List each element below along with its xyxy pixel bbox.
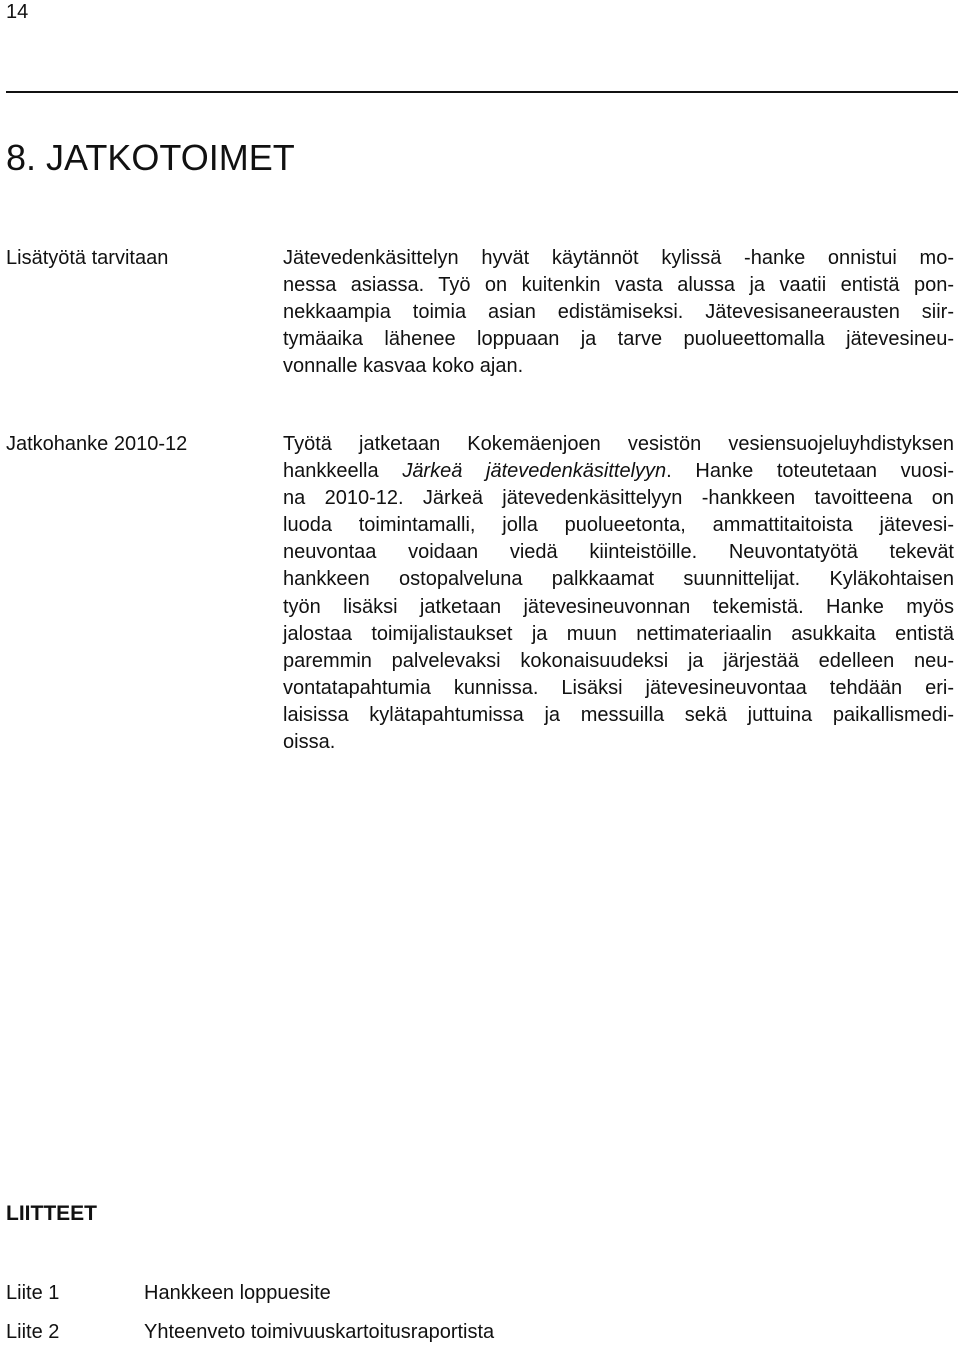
paragraph-line: nekkaampia toimia asian edistämiseksi. Jätevesisaneerausten siir- [283, 301, 954, 324]
paragraph-additional-work [283, 245, 954, 380]
attachment-id: Liite 1 [6, 1282, 60, 1304]
paragraph-line-with-italic [283, 458, 954, 485]
text-segment: . Hanke toteutetaan vuosi- [666, 460, 954, 483]
paragraph-line: työn lisäksi jatketaan jätevesineuvonnan tekemistä. Hanke myös [283, 595, 954, 618]
side-label-follow-up-project: Jatkohanke 2010-12 [6, 433, 188, 455]
paragraph-line: luoda toimintamalli, jolla puolueetonta, ammattitaitoista jätevesi- [283, 514, 954, 537]
text-segment: hankkeella [283, 460, 403, 483]
paragraph-line: na 2010-12. Järkeä jätevedenkäsittelyyn -hankkeen tavoitteena on [283, 487, 954, 510]
paragraph-line: oissa. [283, 731, 336, 754]
page-number: 14 [6, 1, 29, 23]
paragraph-line: vontatapahtumia kunnissa. Lisäksi jätevesineuvontaa tehdään eri- [283, 676, 954, 699]
paragraph-line: laisissa kylätapahtumissa ja messuilla sekä juttuina paikallismedi- [283, 703, 954, 726]
section-heading: 8. JATKOTOIMET [6, 137, 295, 178]
paragraph-line: jalostaa toimijalistaukset ja muun nettimateriaalin asukkaita entistä [283, 622, 954, 645]
side-label-additional-work: Lisätyötä tarvitaan [6, 247, 169, 269]
paragraph-line: paremmin palvelevaksi kokonaisuudeksi ja järjestää edelleen neu- [283, 649, 954, 672]
paragraph-line: neuvontaa voidaan viedä kiinteistöille. Neuvontatyötä tekevät [283, 541, 954, 564]
paragraph-line: nessa asiassa. Työ on kuitenkin vasta alussa ja vaatii entistä pon- [283, 274, 954, 297]
paragraph-line: vonnalle kasvaa koko ajan. [283, 355, 524, 378]
attachment-title: Yhteenveto toimivuuskartoitusraportista [144, 1321, 495, 1343]
attachment-id: Liite 2 [6, 1321, 60, 1343]
paragraph-line: hankkeen ostopalveluna palkkaamat suunnittelijat. Kyläkohtaisen [283, 568, 954, 591]
attachment-title: Hankkeen loppuesite [144, 1282, 331, 1304]
paragraph-line: tymäaika lähenee loppuaan ja tarve puolueettomalla jätevesineu- [283, 328, 954, 351]
project-name-italic: Järkeä jätevedenkäsittelyyn [402, 460, 667, 483]
paragraph-line: Jätevedenkäsittelyn hyvät käytännöt kylissä -hanke onnistui mo- [283, 247, 954, 269]
paragraph-line: Työtä jatketaan Kokemäenjoen vesistön vesiensuojeluyhdistyksen [283, 433, 954, 455]
header-divider [6, 91, 958, 93]
paragraph-follow-up-project [283, 431, 954, 756]
attachments-heading: LIITTEET [6, 1202, 97, 1225]
